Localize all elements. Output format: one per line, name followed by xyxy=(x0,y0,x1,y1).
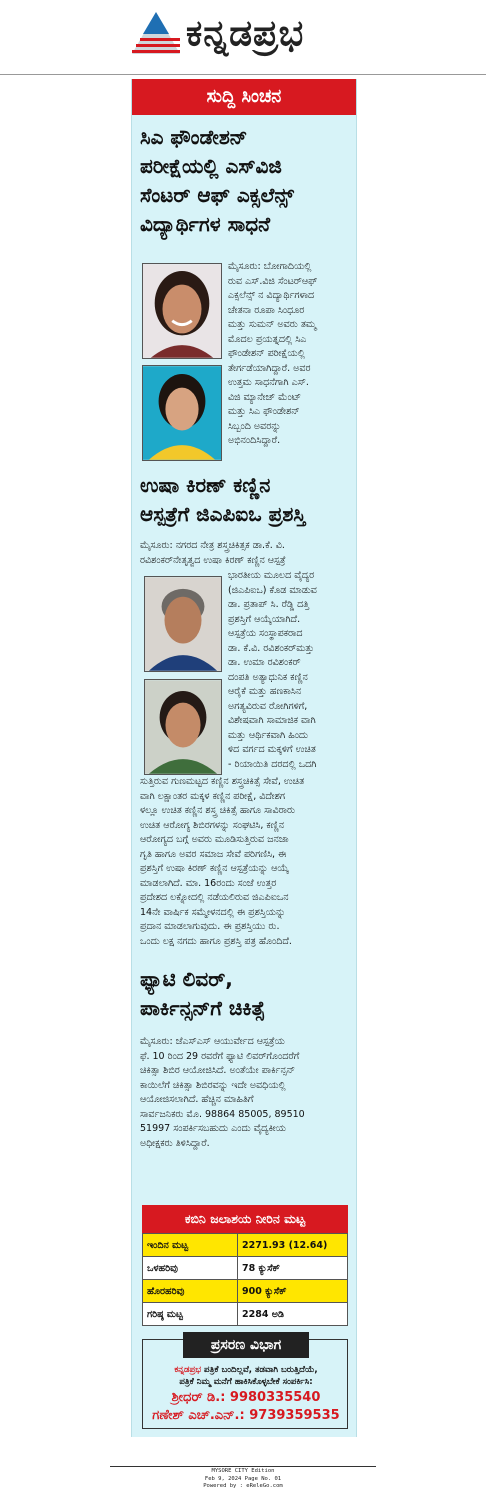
table-cell-label: ಇಂದಿನ ಮಟ್ಟ xyxy=(143,1234,238,1257)
article-1-body: ಮೈಸೂರು: ಬೋಗಾದಿಯಲ್ಲಿ ರುವ ಎಸ್.ವಿಜಿ ಸೆಂಟರ್‌ಆಫ್ ಎಕ್ಸಲೆನ್ಸ್ ನ ವಿದ್ಯಾರ್ಥಿಗಳಾದ ಚೇತನಾ ರೂಪಾ ಸಿಂಧೂರ ಮತ್ತು ಸುಮನ್ ಅವರು ತಮ್ಮ ಮೊದಲ ಪ್ರಯತ್ನದಲ್ಲಿ ಸಿಎ ಫೌಂಡೇಶನ್ ಪರೀಕ್ಷೆಯಲ್ಲಿ ತೇರ್ಗಡೆಯಾಗಿದ್ದಾರೆ. ಅವರ ಉತ್ತಮ ಸಾಧನೆಗಾಗಿ ಎಸ್. ವಿಜಿ ಮ್ಯಾನೇಜ್ ಮೆಂಟ್ ಮತ್ತು ಸಿಎ ಫೌಂಡೇಶನ್ ಸಿಬ್ಬಂದಿ ಅವರನ್ನು ಅಭಿನಂದಿಸಿದ್ದಾರೆ. xyxy=(228,261,318,446)
footer-divider xyxy=(110,1466,376,1467)
edition-footer xyxy=(110,1468,376,1491)
reservoir-level-table xyxy=(142,1205,348,1326)
masthead-divider xyxy=(0,74,486,75)
article-2-body-side: ಭಾರತೀಯ ಮೂಲದ ವೈದ್ಯರ (ಜಿಎಪಿಐಒ) ಕೊಡ ಮಾಡುವ ಡಾ. ಪ್ರತಾಪ್ ಸಿ. ರೆಡ್ಡಿ ದತ್ತಿ ಪ್ರಶಸ್ತಿಗೆ ಆಯ್ಕೆಯಾಗಿದೆ. ಆಸ್ಪತ್ರೆಯ ಸಂಸ್ಥಾಪಕರಾದ ಡಾ. ಕೆ.ವಿ. ರವಿಶಂಕರ್‌ಮತ್ತು ಡಾ. ಉಮಾ ರವಿಶಂಕರ್ ದಂಪತಿ ಅತ್ಯಾಧುನಿಕ ಕಣ್ಣಿನ ಆರೈಕೆ ಮತ್ತು ಹಣಕಾಸಿನ ಅಗತ್ಯವಿರುವ ರೋಗಿಗಳಿಗೆ, ವಿಶೇಷವಾಗಿ ಸಾಮಾಜಿಕ ವಾಗಿ ಮತ್ತು ಆರ್ಥಿಕವಾಗಿ ಹಿಂದು ಳಿದ ವರ್ಗದ ಮಕ್ಕಳಿಗೆ ಉಚಿತ - ರಿಯಾಯಿತಿ ದರದಲ್ಲಿ ಒದಗಿ xyxy=(228,570,317,770)
table-cell-value: 2284 ಅಡಿ xyxy=(238,1303,348,1326)
logo-pyramid-icon xyxy=(128,10,184,56)
article-1-headline: ಸಿಎ ಫೌಂಡೇಶನ್ ಪರೀಕ್ಷೆಯಲ್ಲಿ ಎಸ್‌ವಿಜಿ ಸೆಂಟರ್ ಆಫ್ ಎಕ್ಸಲೆನ್ಸ್ ವಿದ್ಯಾರ್ಥಿಗಳ ಸಾಧನೆ xyxy=(140,125,294,236)
doctor-photo-2 xyxy=(144,679,222,775)
news-column xyxy=(131,79,357,1437)
article-2-body-bottom: ಸುತ್ತಿರುವ ಗುಣಮಟ್ಟದ ಕಣ್ಣಿನ ಶಸ್ತ್ರಚಿಕಿತ್ಸೆ ಸೇವೆ, ಉಚಿತ ವಾಗಿ ಲಕ್ಷಾಂತರ ಮಕ್ಕಳ ಕಣ್ಣಿನ ಪರೀಕ್ಷೆ, ವಿದೇಶಗ ಳಲ್ಲೂ ಉಚಿತ ಕಣ್ಣಿನ ಶಸ್ತ್ರ ಚಿಕಿತ್ಸೆ ಹಾಗೂ ಸಾವಿರಾರು ಉಚಿತ ಆರೋಗ್ಯ ಶಿಬಿರಗಳನ್ನು ಸಂಘಟಿಸಿ, ಕಣ್ಣಿನ ಆರೋಗ್ಯದ ಬಗ್ಗೆ ಅವರು ಮೂಡಿಸುತ್ತಿರುವ ಜನಜಾ ಗೃತಿ ಹಾಗೂ ಅವರ ಸಮಾಜ ಸೇವೆ ಪರಿಗಣಿಸಿ, ಈ ಪ್ರಶಸ್ತಿಗೆ ಉಷಾ ಕಿರಣ್ ಕಣ್ಣಿನ ಆಸ್ಪತ್ರೆಯನ್ನು ಆಯ್ಕೆ ಮಾಡಲಾಗಿದೆ. ಮಾ. 16ರಂದು ಸಂಜೆ ಉತ್ತರ ಪ್ರದೇಶದ ಲಕ್ನೋದಲ್ಲಿ ನಡೆಯಲಿರುವ ಜಿಎಪಿಐಒನ 14ನೇ ವಾರ್ಷಿಕ ಸಮ್ಮೇಳನದಲ್ಲಿ ಈ ಪ್ರಶಸ್ತಿಯನ್ನು ಪ್ರದಾನ ಮಾಡಲಾಗುವುದು. ಈ ಪ್ರಶಸ್ತಿಯು ರು. ಒಂದು ಲಕ್ಷ ನಗದು ಹಾಗೂ ಪ್ರಶಸ್ತಿ ಪತ್ರ ಹೊಂದಿದೆ. xyxy=(140,776,305,947)
table-row xyxy=(143,1280,348,1303)
student-photo-1 xyxy=(142,263,222,359)
edition-date: Feb 9, 2024 Page No. 01 xyxy=(204,1475,282,1482)
article-3-headline: ಫ್ಯಾಟಿ ಲಿವರ್, ಪಾರ್ಕಿನ್ಸನ್‌ಗೆ ಚಿಕಿತ್ಸೆ xyxy=(140,967,265,1020)
section-banner: ಸುದ್ದಿ ಸಿಂಚನ xyxy=(132,79,356,115)
masthead xyxy=(0,0,486,74)
circulation-notice: ಕನ್ನಡಪ್ರಭ ಪತ್ರಿಕೆ ಬಂದಿಲ್ಲವೆ, ತಡವಾಗಿ ಬರುತ್ತಿದೆಯೆ, ಪತ್ರಿಕೆ ನಿಮ್ಮ ಮನೆಗೆ ಹಾಕಿಸಿಕೊಳ್ಳಬೇಕೆ ಸಂಪರ್ಕಿಸಿ: xyxy=(174,1365,318,1387)
table-cell-value: 2271.93 (12.64) xyxy=(238,1234,348,1257)
powered-by[interactable]: Powered by : eReleGo.com xyxy=(203,1483,283,1489)
reservoir-table-title: ಕಬಿನಿ ಜಲಾಶಯ ನೀರಿನ ಮಟ್ಟ xyxy=(142,1205,348,1233)
contact-ganesh[interactable]: ಗಣೇಶ್ ಎಚ್.ಎನ್.: 9739359535 xyxy=(152,1408,340,1423)
table-cell-value: 78 ಕ್ಯುಸೆಕ್ xyxy=(238,1257,348,1280)
table-row xyxy=(143,1303,348,1326)
student-photo-2 xyxy=(142,365,222,461)
circulation-title: ಪ್ರಸರಣ ವಿಭಾಗ xyxy=(183,1332,309,1358)
article-2-body-top: ಮೈಸೂರು: ನಗರದ ನೇತ್ರ ಶಸ್ತ್ರಚಿಕಿತ್ಸಕ ಡಾ.ಕೆ. ವಿ. ರವಿಶಂಕರ್‌ನೇತೃತ್ವದ ಉಷಾ ಕಿರಣ್ ಕಣ್ಣಿನ ಆಸ್ಪತ್ರೆ xyxy=(140,540,286,566)
logo-wordmark[interactable]: ಕನ್ನಡಪ್ರಭ xyxy=(186,13,305,54)
table-row xyxy=(143,1234,348,1257)
table-cell-label: ಗರಿಷ್ಠ ಮಟ್ಟ xyxy=(143,1303,238,1326)
circulation-box xyxy=(142,1339,348,1429)
contact-sridhar[interactable]: ಶ್ರೀಧರ್ ಡಿ.: 9980335540 xyxy=(171,1390,321,1405)
reservoir-table xyxy=(142,1233,348,1326)
doctor-photo-1 xyxy=(144,576,222,672)
table-cell-value: 900 ಕ್ಯುಸೆಕ್ xyxy=(238,1280,348,1303)
article-3-body: ಮೈಸೂರು: ಜೆಎಸ್‌ಎಸ್ ಆಯುರ್ವೇದ ಆಸ್ಪತ್ರೆಯ ಫೆ. 10 ರಿಂದ 29 ರವರೆಗೆ ಫ್ಯಾಟಿ ಲಿವರ್‌ಗೊಂದರೆಗೆ ಚಿಕಿತ್ಸಾ ಶಿಬಿರ ಆಯೋಜಿಸಿದೆ. ಅಂತೆಯೇ ಪಾರ್ಕಿನ್ಸನ್ ಕಾಯಿಲೆಗೆ ಚಿಕಿತ್ಸಾ ಶಿಬಿರವನ್ನು ಇದೇ ಅವಧಿಯಲ್ಲಿ ಆಯೋಜಿಸಲಾಗಿದೆ. ಹೆಚ್ಚಿನ ಮಾಹಿತಿಗೆ ಸಾರ್ವಜನಿಕರು ಮೊ. 98864 85005, 89510 51997 ಸಂಪರ್ಕಿಸಬಹುದು ಎಂದು ವೈದ್ಯಕೀಯ ಅಧೀಕ್ಷಕರು ತಿಳಿಸಿದ್ದಾರೆ. xyxy=(140,1036,305,1149)
table-cell-label: ಒಳಹರಿವು xyxy=(143,1257,238,1280)
table-row xyxy=(143,1257,348,1280)
circulation-brand: ಕನ್ನಡಪ್ರಭ xyxy=(174,1365,202,1375)
article-2-headline: ಉಷಾ ಕಿರಣ್ ಕಣ್ಣಿನ ಆಸ್ಪತ್ರೆಗೆ ಜಿಎಪಿಐಒ ಪ್ರಶಸ್ತಿ xyxy=(140,473,306,526)
table-cell-label: ಹೊರಹರಿವು xyxy=(143,1280,238,1303)
edition-name: MYSORE CITY Edition xyxy=(211,1468,275,1474)
